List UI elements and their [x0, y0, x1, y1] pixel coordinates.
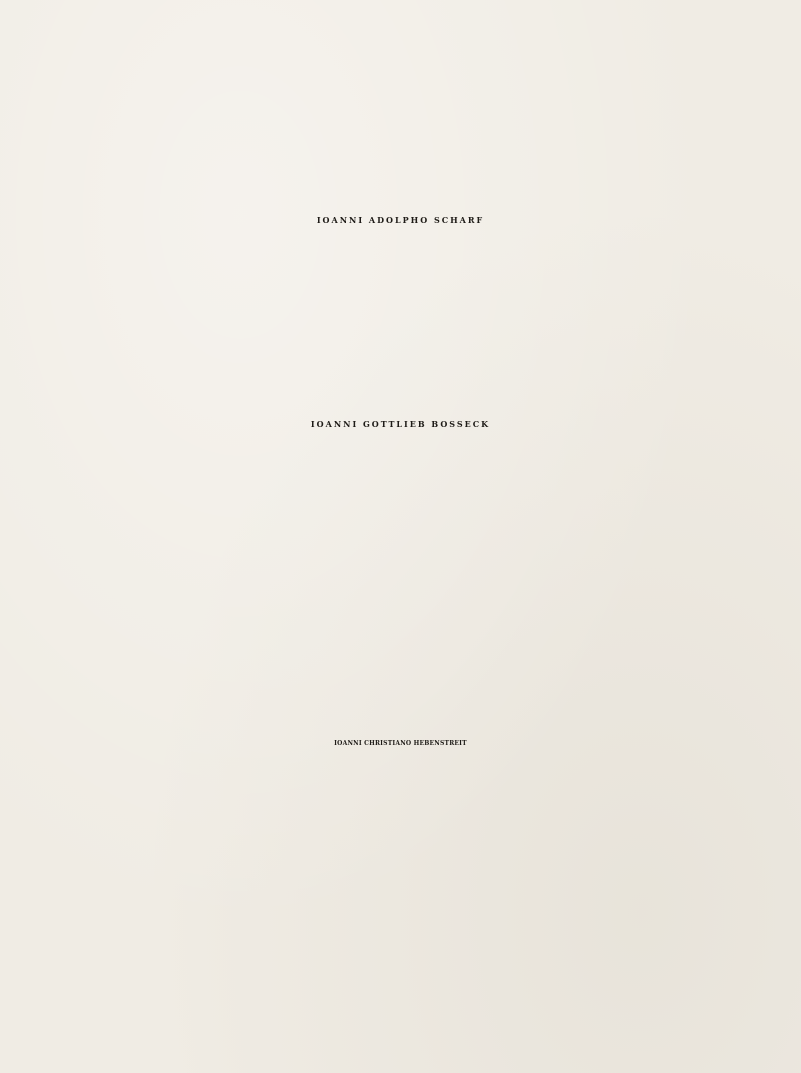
block1-name: IOANNI ADOLPHO SCHARF: [316, 215, 485, 225]
block3-name: IOANNI CHRISTIANO HEBENSTREIT: [334, 740, 467, 747]
block2-name: IOANNI GOTTLIEB BOSSECK: [310, 419, 491, 429]
